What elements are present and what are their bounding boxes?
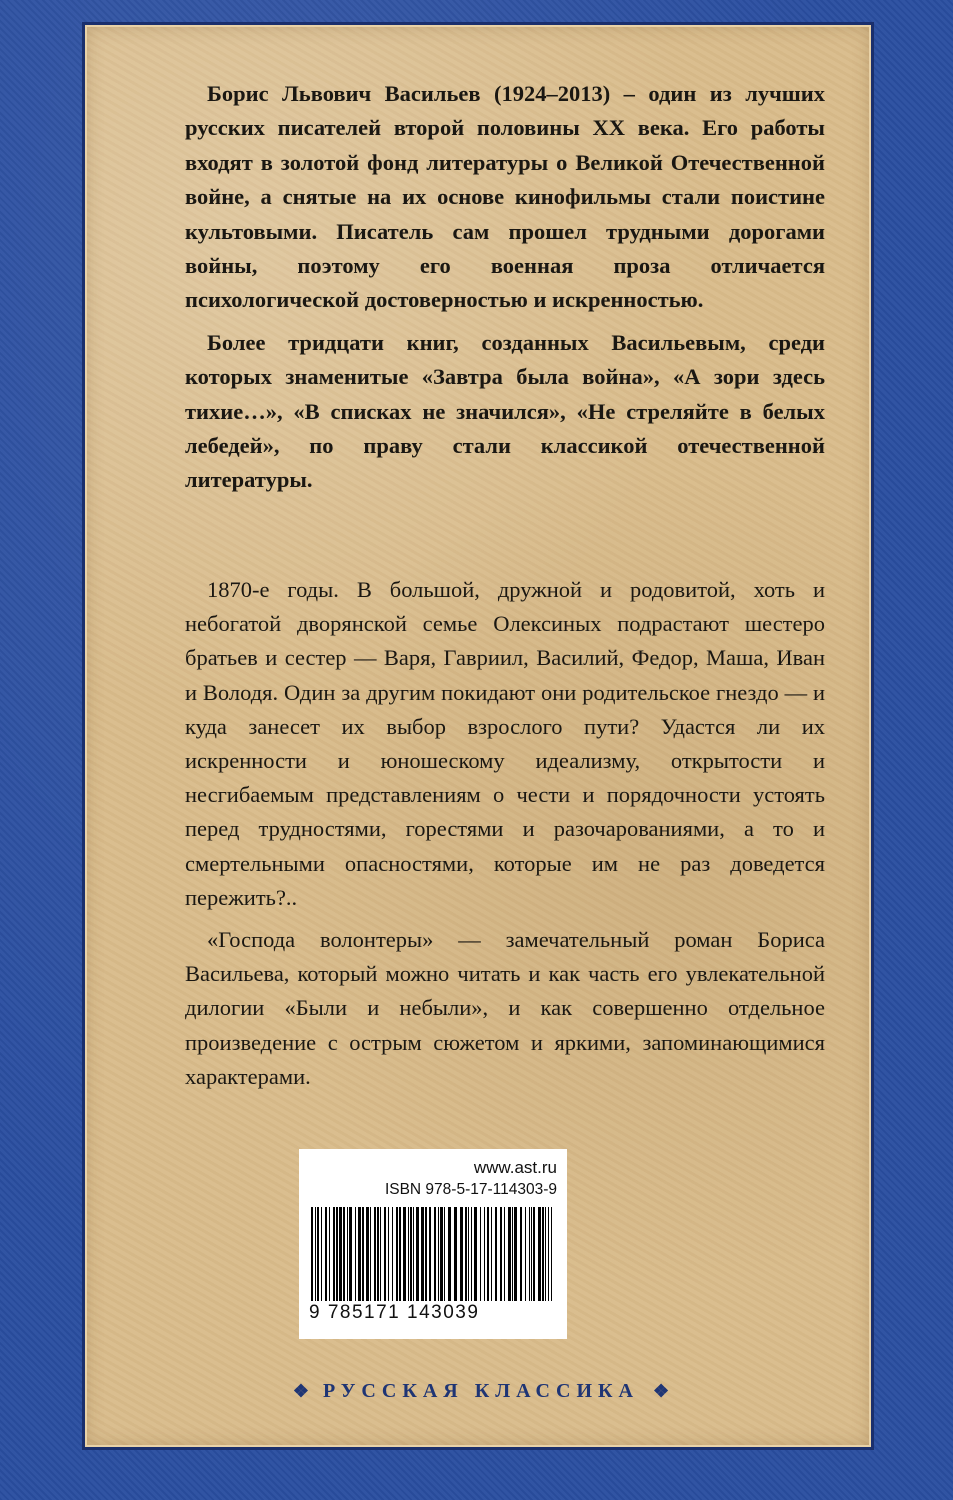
annotation-paragraph-2: «Господа волонтеры» — замечательный роман Бориса Васильева, который можно читать и как часть его увлекательной дилогии «Были и небыли», и как совершенно отдельное произведение с острым сюжетом и яркими, запоминающимися характерами. [185,927,825,1089]
barcode-bar [377,1207,379,1301]
barcode-bar [525,1207,526,1301]
barcode-bar [500,1207,502,1301]
author-paragraph-2: Более тридцати книг, созданных Васильевым, среди которых знаменитые «Завтра была война», «А зори здесь тихие…», «В списках не значился», «Не стреляйте в белых лебедей», по праву стали классикой отечественной литературы. [185,329,825,493]
barcode-bar [403,1207,406,1301]
barcode-bar [425,1207,427,1301]
barcode-bar [520,1207,522,1301]
barcode-bar [416,1207,419,1301]
barcode-bar [542,1207,544,1301]
author-description [185,77,825,498]
parchment-panel [82,22,874,1450]
barcode-bar [329,1207,330,1301]
barcode-bar [495,1207,497,1301]
barcode-bar [512,1207,513,1301]
barcode-bar [384,1207,386,1301]
barcode-bar [421,1207,424,1301]
barcode-bar [514,1207,517,1301]
barcode-bar [429,1207,431,1301]
barcode-bar [311,1207,313,1301]
barcode-bar [529,1207,530,1301]
barcode-bar [399,1207,401,1301]
series-label [85,1380,877,1403]
barcode-bar [392,1207,393,1301]
series-title: РУССКАЯ КЛАССИКА [323,1380,639,1402]
barcode-bar [339,1207,342,1301]
barcode-bar [468,1207,469,1301]
barcode-bar [533,1207,535,1301]
barcode-bar [355,1207,356,1301]
ornament-left-icon: ❖ [292,1381,310,1401]
barcode-bar [487,1207,489,1301]
barcode-bar [366,1207,369,1301]
barcode-bar [531,1207,532,1301]
barcode-bar [333,1207,335,1301]
barcode-bar [484,1207,485,1301]
barcode-bar [343,1207,345,1301]
barcode-bar [508,1207,511,1301]
barcode-bar [315,1207,316,1301]
barcode-bar [362,1207,364,1301]
barcode-bar [438,1207,439,1301]
barcode-bar [380,1207,381,1301]
barcode-bar [444,1207,445,1301]
barcode-bar [448,1207,451,1301]
barcode-bar [347,1207,348,1301]
barcode-bar [396,1207,398,1301]
isbn-barcode-box [299,1149,567,1339]
annotation-paragraph-1: 1870-е годы. В большой, дружной и родовитой, хоть и небогатой дворянской семье Олексиных подрастают шестеро братьев и сестер — Варя, Гавриил, Василий, Федор, Маша, Иван и Володя. Один за другим покидают они родительское гнездо — и куда занесет их выбор взрослого пути? Удастся ли их искренности и юношескому идеализму, открытости и несгибаемым представлениям о чести и порядочности устоять перед трудностями, горестями и разочарованиями, а то и смертельными опасностями, которые им не раз доведется пережить?.. [185,577,825,910]
publisher-url: www.ast.ru [473,1158,557,1177]
author-paragraph-1: Борис Львович Васильев (1924–2013) – один из лучших русских писателей второй половины XX века. Его работы входят в золотой фонд литературы о Великой Отечественной войне, а снятые на их основе кинофильмы стали поистине культовыми. Писатель сам прошел трудными дорогами войны, поэтому его военная проза отличается психологической достоверностью и искренностью. [185,81,825,313]
barcode-digits: 9 785171 143039 [309,1302,480,1323]
barcode-bar [408,1207,409,1301]
barcode-bar [325,1207,327,1301]
barcode-bar [370,1207,371,1301]
barcode-bar [545,1207,546,1301]
barcode-bar [413,1207,414,1301]
barcode-bar [491,1207,492,1301]
barcode-bar [440,1207,443,1301]
barcode-bar [551,1207,552,1301]
barcode-bar [548,1207,549,1301]
barcode-bar [454,1207,457,1301]
barcode-bar [460,1207,463,1301]
barcode-bar [374,1207,376,1301]
ornament-right-icon: ❖ [652,1381,670,1401]
isbn-number: ISBN 978-5-17-114303-9 [384,1181,557,1198]
barcode-graphic [309,1207,557,1301]
barcode-bar [321,1207,322,1301]
barcode-bar [410,1207,412,1301]
barcode-bar [465,1207,467,1301]
barcode-bar [349,1207,352,1301]
barcode-bar [388,1207,389,1301]
barcode-bar [538,1207,541,1301]
barcode-bar [317,1207,319,1301]
book-annotation [185,573,825,1094]
barcode-bar [358,1207,361,1301]
barcode-bar [504,1207,505,1301]
barcode-bar [474,1207,477,1301]
barcode-bar [336,1207,338,1301]
barcode-bar [471,1207,472,1301]
barcode-bar [480,1207,481,1301]
barcode-bar [434,1207,436,1301]
